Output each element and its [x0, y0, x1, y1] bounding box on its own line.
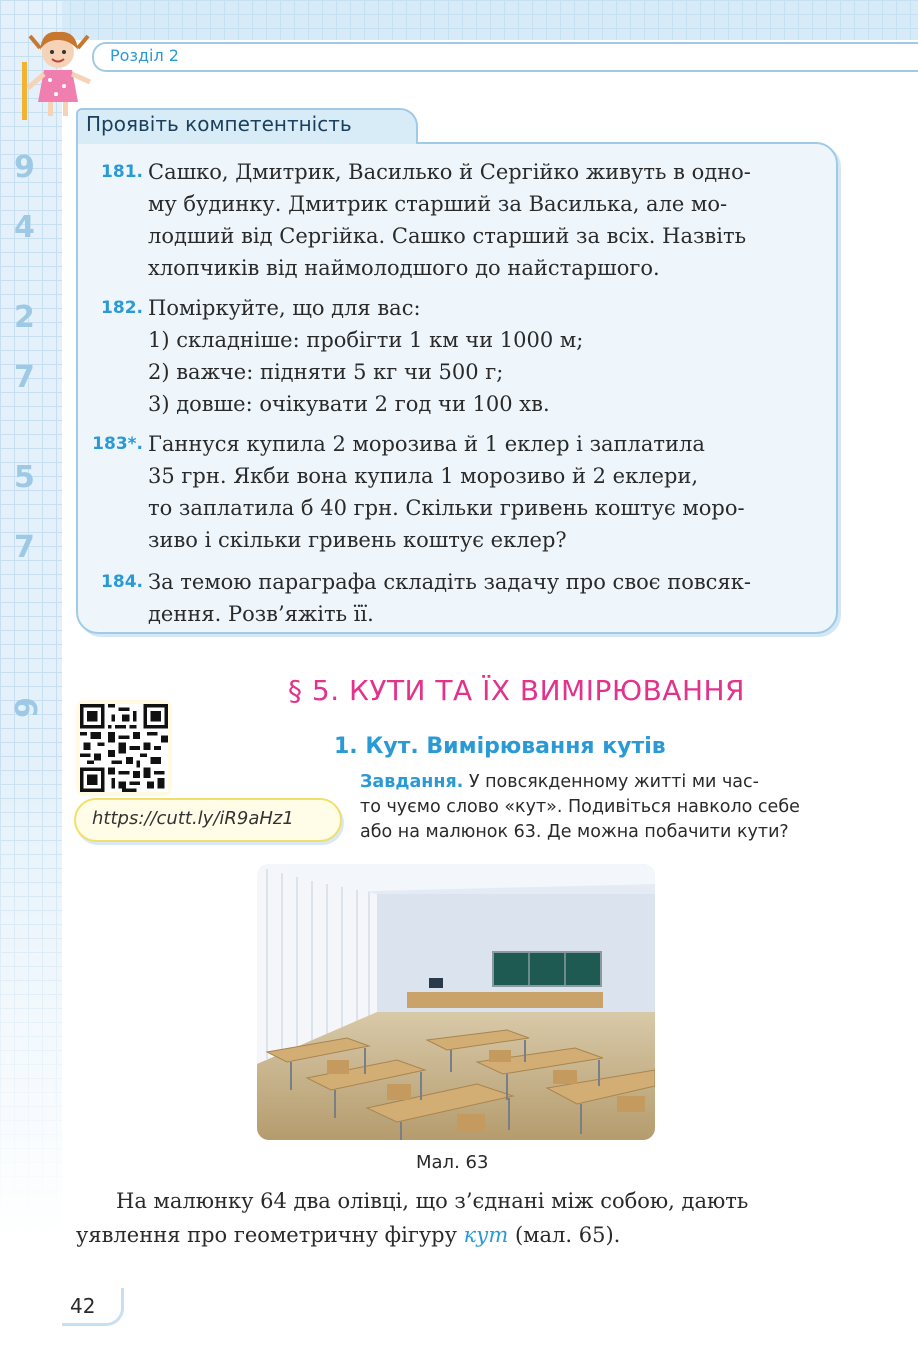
classroom-photo — [257, 864, 655, 1140]
task-intro-line: або на малюнок 63. Де можна побачити кути? — [360, 822, 789, 842]
task-184 — [88, 566, 828, 630]
paragraph-text: (мал. 65). — [508, 1223, 621, 1247]
task-line: За темою параграфа складіть задачу про своє повсяк- — [148, 570, 751, 594]
strip-digit: 9 — [14, 150, 35, 185]
top-decorative-band — [0, 0, 918, 40]
task-intro-line-1 — [360, 770, 840, 795]
task-line: Ганнуся купила 2 морозива й 1 еклер і заплатила — [148, 432, 705, 456]
strip-digit: 2 — [14, 300, 35, 335]
page-number: 42 — [70, 1294, 96, 1318]
task-line: Сашко, Дмитрик, Василько й Сергійко живуть в одно- — [148, 160, 751, 184]
task-line: зиво і скільки гривень коштує еклер? — [148, 528, 567, 552]
body-paragraph — [76, 1184, 840, 1252]
section-title: § 5. КУТИ ТА ЇХ ВИМІРЮВАННЯ — [288, 674, 746, 707]
left-decorative-strip — [0, 0, 62, 1360]
task-line: му будинку. Дмитрик старший за Василька, але мо- — [148, 192, 728, 216]
paragraph-line-2 — [76, 1218, 840, 1252]
task-number: 183*. — [92, 434, 143, 454]
chapter-label: Розділ 2 — [110, 46, 179, 65]
task-line: хлопчиків від наймолодшого до найстаршого. — [148, 256, 660, 280]
strip-digit: 7 — [14, 360, 35, 395]
task-181 — [88, 156, 828, 284]
task-intro-text: У повсякденному житті ми час- — [463, 772, 759, 792]
task-line: Поміркуйте, що для вас: — [148, 296, 421, 320]
task-number: 184. — [101, 572, 143, 592]
task-line: 3) довше: очікувати 2 год чи 100 хв. — [148, 392, 550, 416]
task-line: 35 грн. Якби вона купила 1 морозиво й 2 еклери, — [148, 464, 699, 488]
qr-code-icon[interactable] — [76, 700, 172, 796]
paragraph-line: На малюнку 64 два олівці, що з’єднані між собою, дають — [116, 1189, 749, 1213]
task-line: лодший від Сергійка. Сашко старший за всіх. Назвіть — [148, 224, 747, 248]
task-line: 1) складніше: пробігти 1 км чи 1000 м; — [148, 328, 584, 352]
paragraph-text: уявлення про геометричну фігуру — [76, 1223, 464, 1247]
task-intro — [360, 770, 840, 845]
strip-digit: 5 — [14, 460, 35, 495]
figure-caption: Мал. 63 — [416, 1152, 489, 1173]
task-number: 182. — [101, 298, 143, 318]
task-line: 2) важче: підняти 5 кг чи 500 г; — [148, 360, 504, 384]
task-182 — [88, 292, 828, 420]
task-lead: Завдання. — [360, 772, 464, 792]
girl-mascot-icon — [18, 22, 98, 122]
chapter-bar — [92, 42, 918, 72]
task-number: 181. — [101, 162, 143, 182]
subsection-title: 1. Кут. Вимірювання кутів — [334, 734, 666, 759]
task-line: дення. Розв’яжіть її. — [148, 602, 374, 626]
task-line: то заплатила б 40 грн. Скільки гривень коштує моро- — [148, 496, 745, 520]
link-text[interactable]: https://cutt.ly/iR9aHz1 — [92, 808, 294, 829]
strip-digit: 7 — [14, 530, 35, 565]
task-intro-line: то чуємо слово «кут». Подивіться навколо себе — [360, 797, 800, 817]
term-angle: кут — [463, 1223, 509, 1247]
task-183 — [88, 428, 828, 556]
strip-digit: 4 — [14, 210, 35, 245]
competence-title: Проявіть компетентність — [86, 112, 352, 136]
strip-digit: 6 — [6, 697, 42, 718]
